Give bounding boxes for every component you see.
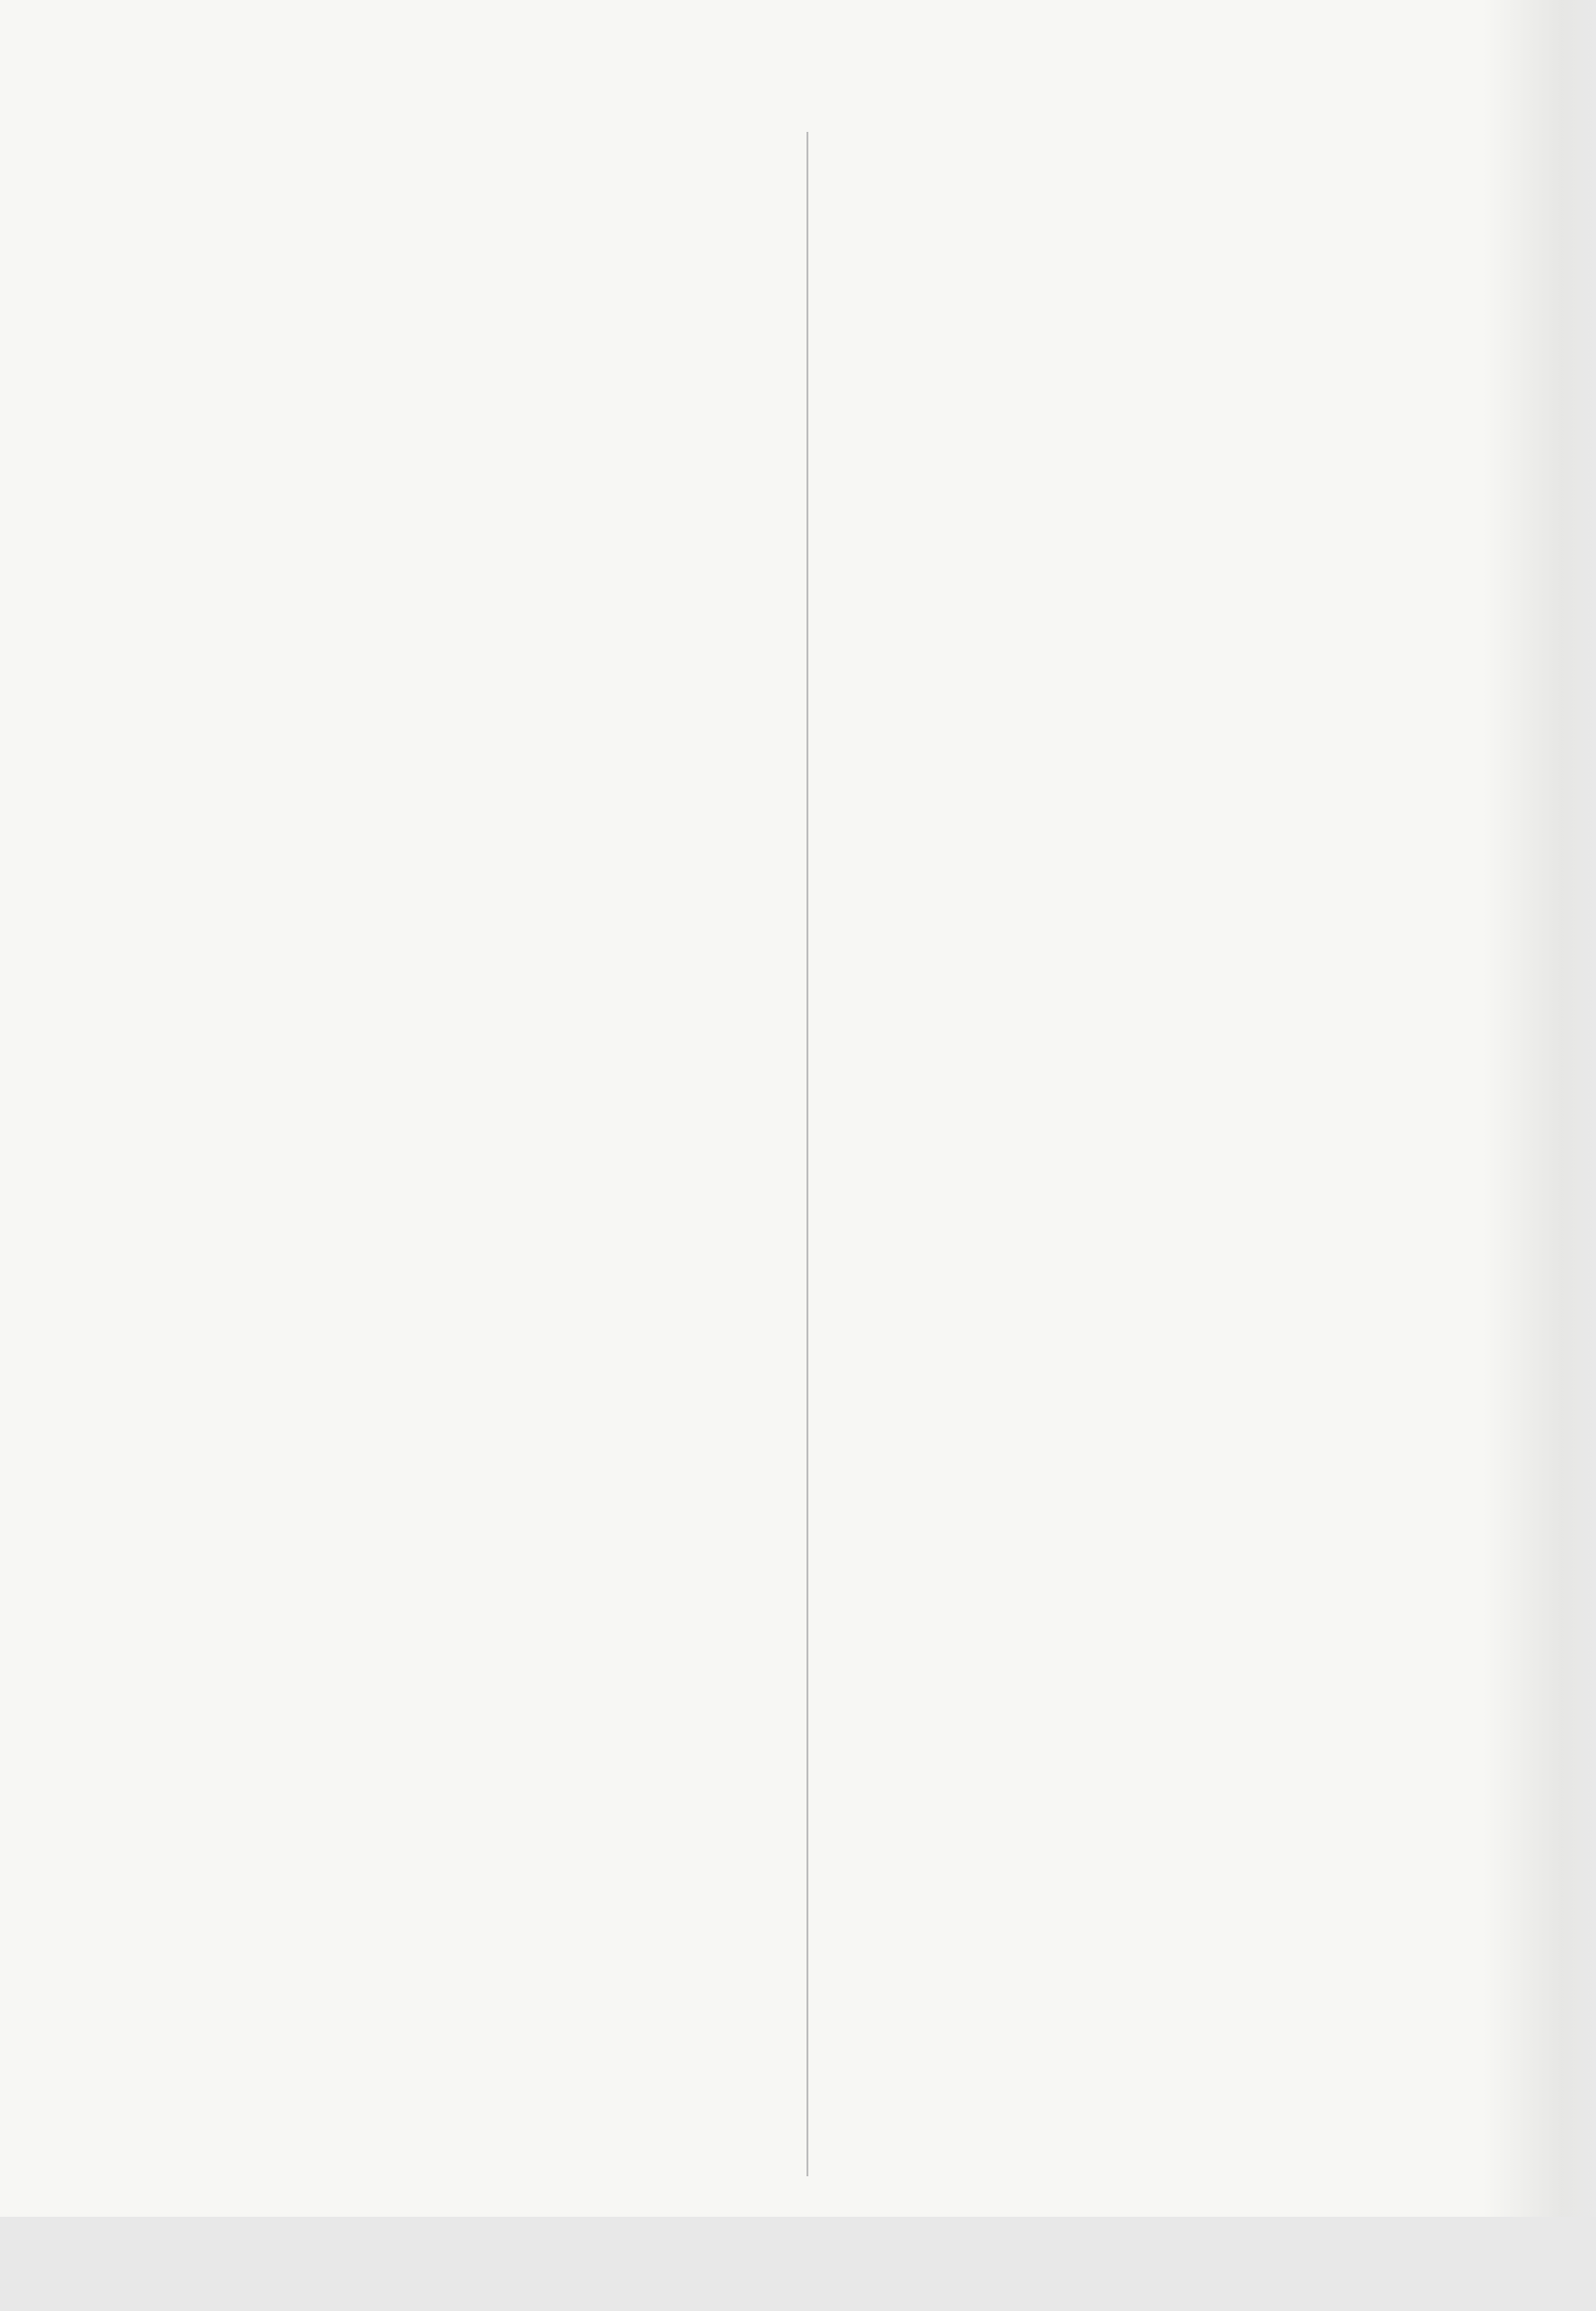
torn-page-edge — [1483, 0, 1596, 2311]
column-divider — [806, 132, 808, 2176]
footer-band — [0, 2217, 1596, 2311]
